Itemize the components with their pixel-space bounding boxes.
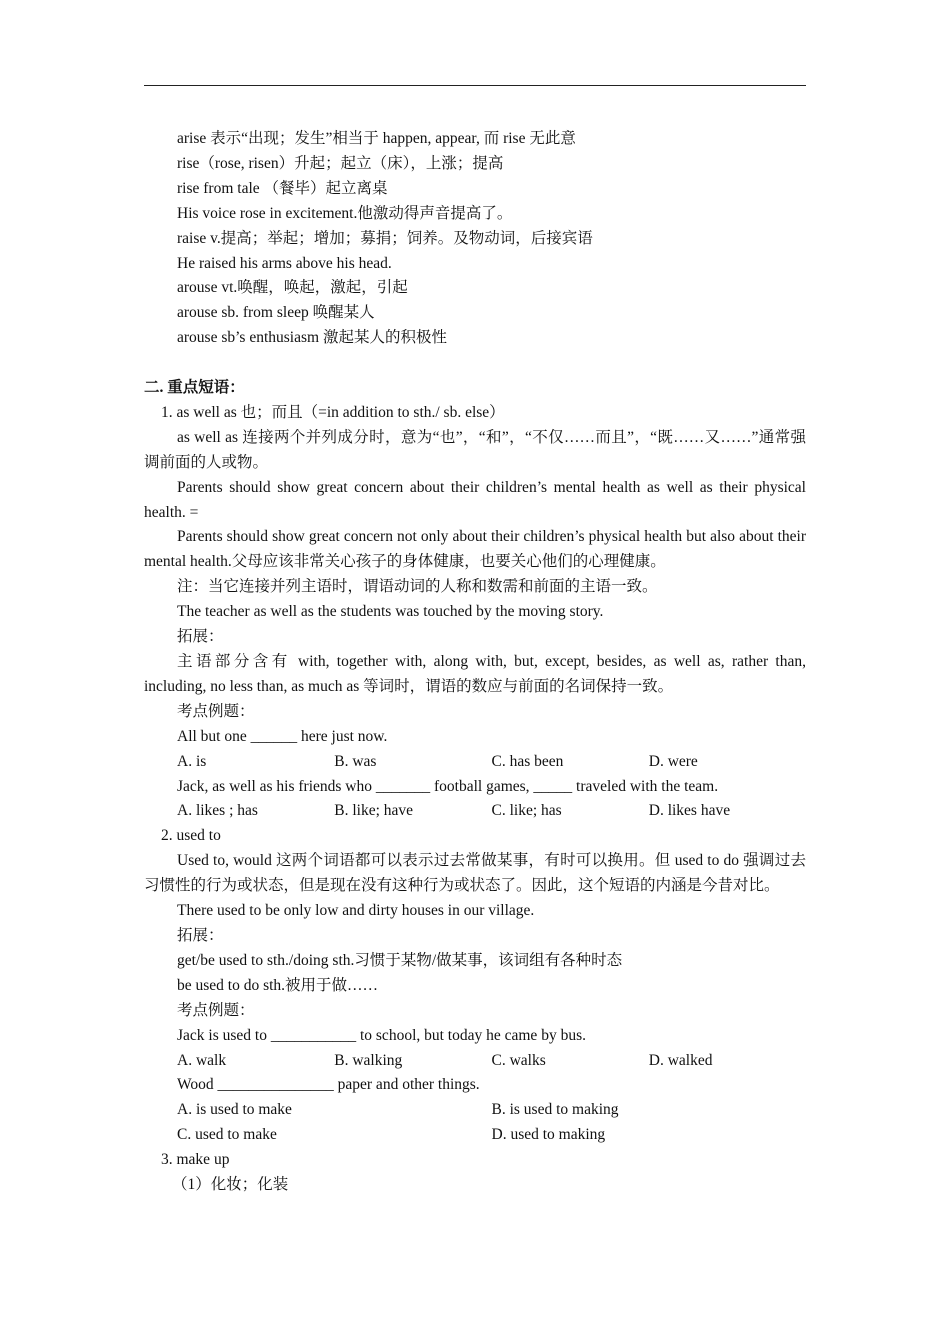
header-rule — [144, 85, 806, 86]
option: B. was — [334, 752, 377, 770]
option: D. likes have — [648, 802, 731, 820]
option: C. used to make — [177, 1126, 277, 1144]
text-line: arouse vt.唤醒，唤起，激起，引起 — [177, 279, 408, 297]
options-row — [144, 1049, 806, 1074]
option: B. walking — [334, 1051, 403, 1069]
note: 注：当它连接并列主语时，谓语动词的人称和数需和前面的主语一致。 — [177, 578, 658, 596]
option: D. used to making — [491, 1126, 606, 1144]
exam-label: 考点例题： — [177, 1001, 255, 1019]
text-line: arouse sb’s enthusiasm 激起某人的积极性 — [177, 329, 447, 347]
phrase-title: 2. used to — [161, 827, 221, 845]
text-line: He raised his arms above his head. — [177, 254, 392, 272]
exam-label: 考点例题： — [177, 702, 255, 720]
text-line: arouse sb. from sleep 唤醒某人 — [177, 304, 375, 322]
question: Jack is used to ___________ to school, but today he came by bus. — [177, 1026, 586, 1044]
option: A. is — [177, 752, 207, 770]
question: All but one ______ here just now. — [177, 727, 388, 745]
text-line: get/be used to sth./doing sth.习惯于某物/做某事，该词组有各种时态 — [177, 951, 623, 969]
option: B. like; have — [334, 802, 414, 820]
example-sentence: The teacher as well as the students was touched by the moving story. — [177, 603, 604, 621]
option: A. is used to make — [177, 1101, 292, 1119]
options-row — [144, 1123, 806, 1148]
phrase-title: 1. as well as 也；而且（=in addition to sth./ sb. else） — [161, 403, 505, 421]
example-sentence: There used to be only low and dirty houses in our village. — [177, 902, 535, 920]
paragraph: 主语部分含有 with, together with, along with, but, except, besides, as well as, rather than, including, no less than, as much as 等词时，谓语的数应与前面的名词保持一致。 — [144, 653, 806, 695]
option: A. walk — [177, 1051, 227, 1069]
option: C. like; has — [491, 802, 562, 820]
text-line: rise from tale （餐毕）起立离桌 — [177, 179, 388, 197]
section-heading: 二. 重点短语： — [144, 379, 245, 397]
phrase-title: 3. make up — [161, 1151, 230, 1169]
example-sentence: Parents should show great concern not only about their children’s physical health but also about their mental health.父母应该非常关心孩子的身体健康，也要关心他们的心理健康。 — [144, 528, 806, 571]
expand-label: 拓展： — [177, 926, 224, 944]
options-row — [144, 1098, 806, 1123]
options-row — [144, 799, 806, 824]
text-line: His voice rose in excitement.他激动得声音提高了。 — [177, 204, 513, 222]
text-line: arise 表示“出现；发生”相当于 happen, appear, 而 rise 无此意 — [177, 130, 576, 147]
example-sentence: Parents should show great concern about their children’s mental health as well as their physical health. = — [144, 478, 806, 521]
sub-item: （1）化妆；化装 — [172, 1176, 289, 1194]
question: Jack, as well as his friends who _______ football games, _____ traveled with the team. — [177, 777, 719, 795]
options-row — [144, 750, 806, 775]
option: D. were — [648, 752, 698, 770]
text-line: rise（rose, risen）升起；起立（床），上涨；提高 — [177, 154, 504, 172]
expand-label: 拓展： — [177, 628, 224, 646]
option: B. is used to making — [491, 1101, 619, 1119]
paragraph: as well as 连接两个并列成分时，意为“也”，“和”，“不仅……而且”，“既……又……”通常强调前面的人或物。 — [144, 428, 806, 471]
paragraph: Used to, would 这两个词语都可以表示过去常做某事，有时可以换用。但 used to do 强调过去习惯性的行为或状态，但是现在没有这种行为或状态了。因此，这个短语的内涵是今昔对比。 — [144, 852, 806, 895]
option: D. walked — [648, 1051, 713, 1069]
text-line: raise v.提高；举起；增加；募捐；饲养。及物动词，后接宾语 — [177, 229, 593, 247]
document-body — [144, 127, 806, 1198]
option: C. has been — [491, 752, 564, 770]
option: C. walks — [491, 1051, 546, 1069]
question: Wood _______________ paper and other things. — [177, 1076, 480, 1094]
option: A. likes ; has — [177, 802, 258, 820]
spacer — [144, 351, 806, 376]
text-line: be used to do sth.被用于做…… — [177, 976, 379, 994]
